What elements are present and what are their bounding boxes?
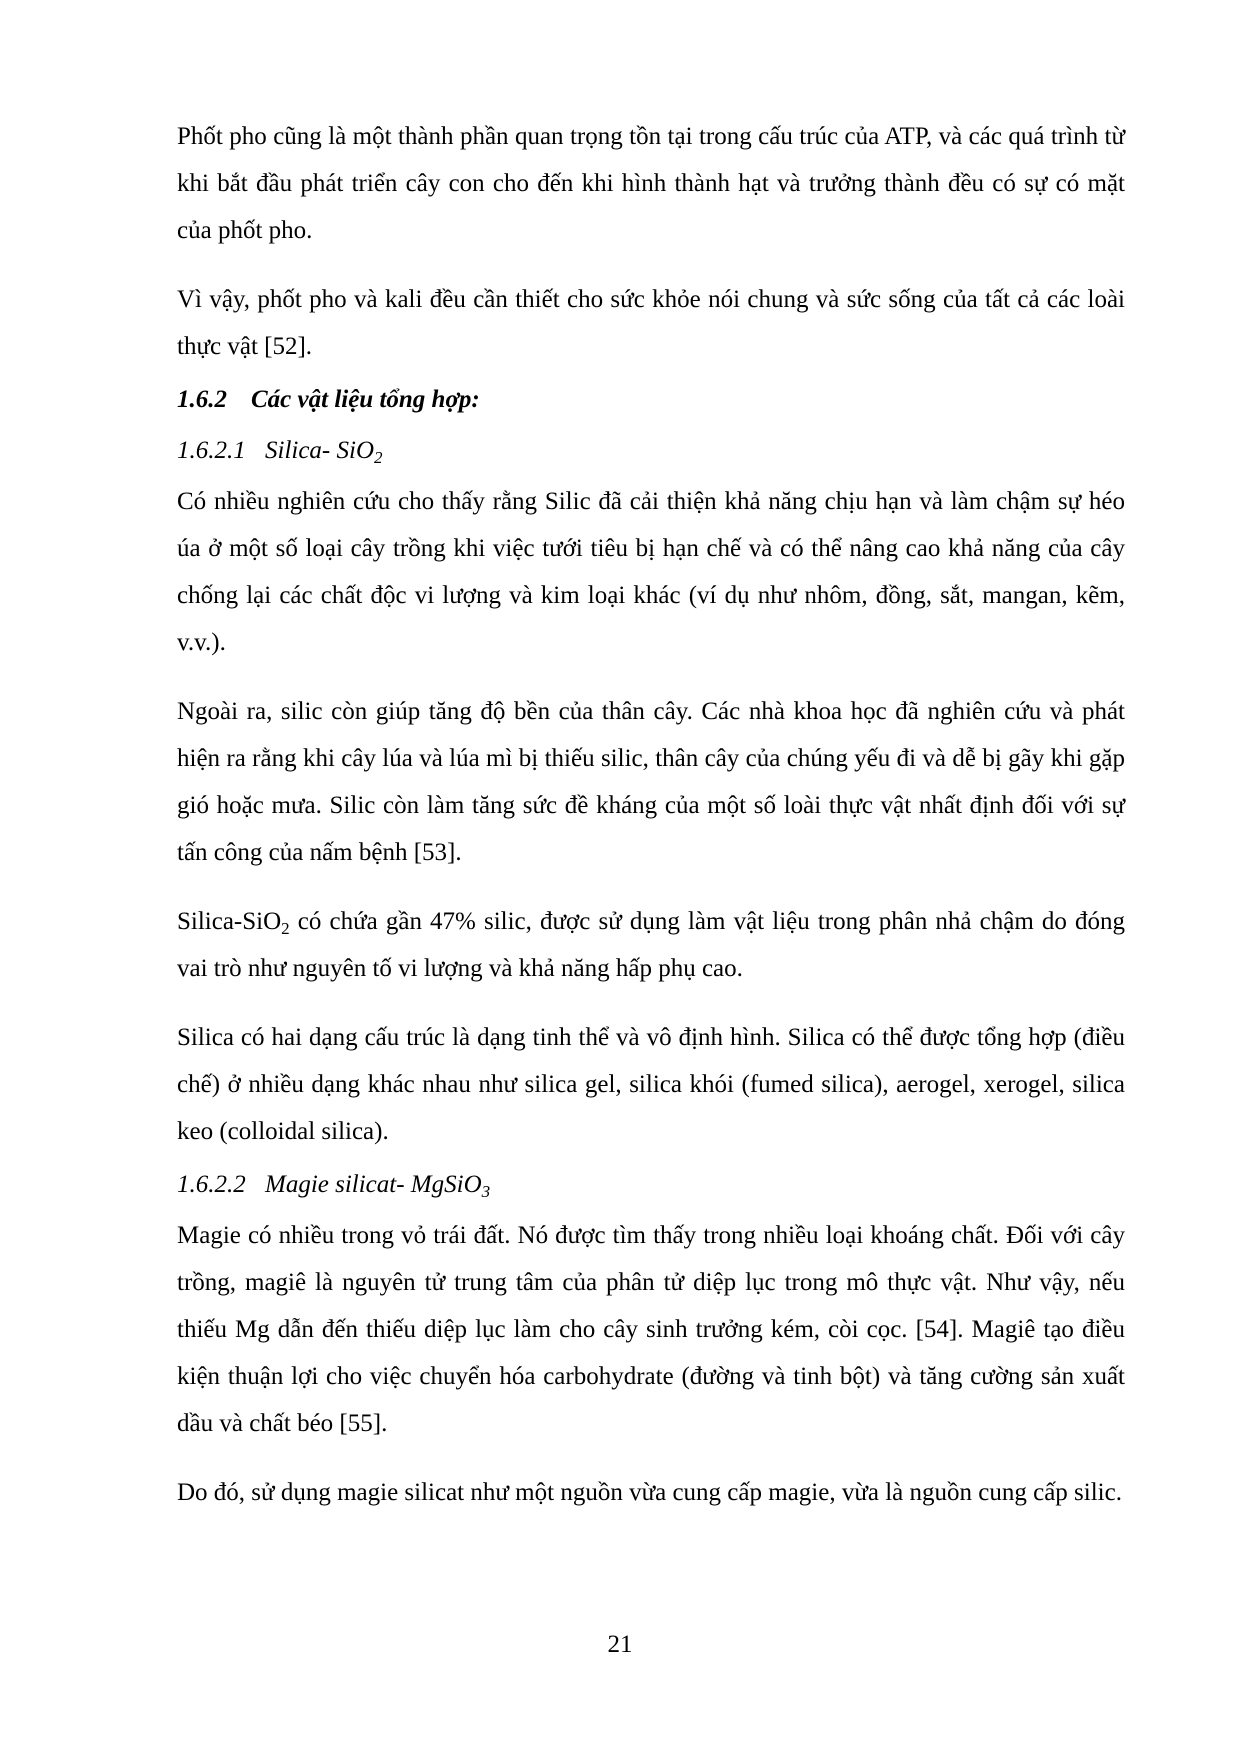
heading-subscript: 3 [481,1182,491,1201]
paragraph-magnesium: Magie có nhiều trong vỏ trái đất. Nó được tìm thấy trong nhiều loại khoáng chất. Đối với cây trồng, magiê là nguyên tử trung tâm của phân tử diệp lục trong mô thực vật. Như vậy, nếu thiếu Mg dẫn đến thiếu diệp lục làm cho cây sinh trưởng kém, còi cọc. [54]. Magiê tạo điều kiện thuận lợi cho việc chuyển hóa carbohydrate (đường và tinh bột) và tăng cường sản xuất dầu và chất béo [55]. [177,1222,1125,1437]
heading-number: 1.6.2.1 [177,437,246,464]
heading-number: 1.6.2 [177,386,227,413]
paragraph-silica-content [177,898,1125,992]
silica-formula-prefix: Silica-SiO [177,908,282,935]
paragraph-magnesium-silicate: Do đó, sử dụng magie silicat như một nguồn vừa cung cấp magie, vừa là nguồn cung cấp silic. [177,1479,1122,1506]
heading-subscript: 2 [374,448,383,467]
paragraph-silic-drought: Có nhiều nghiên cứu cho thấy rằng Silic đã cải thiện khả năng chịu hạn và làm chậm sự héo úa ở một số loại cây trồng khi việc tưới tiêu bị hạn chế và có thể nâng cao khả năng của cây chống lại các chất độc vi lượng và kim loại khác (ví dụ như nhôm, đồng, sắt, mangan, kẽm, v.v.). [177,488,1125,656]
paragraph-silica-structure: Silica có hai dạng cấu trúc là dạng tinh thể và vô định hình. Silica có thể được tổng hợp (điều chế) ở nhiều dạng khác nhau như silica gel, silica khói (fumed silica), aerogel, xerogel, silica keo (colloidal silica). [177,1024,1125,1145]
paragraph-silic-strength: Ngoài ra, silic còn giúp tăng độ bền của thân cây. Các nhà khoa học đã nghiên cứu và phát hiện ra rằng khi cây lúa và lúa mì bị thiếu silic, thân cây của chúng yếu đi và dễ bị gãy khi gặp gió hoặc mưa. Silic còn làm tăng sức đề kháng của một số loài thực vật nhất định đối với sự tấn công của nấm bệnh [53]. [177,698,1125,866]
silica-content-text: có chứa gần 47% silic, được sử dụng làm vật liệu trong phân nhả chậm do đóng vai trò như nguyên tố vi lượng và khả năng hấp phụ cao. [177,908,1125,982]
heading-1-6-2 [177,376,1125,423]
heading-title: Các vật liệu tổng hợp: [251,386,480,413]
heading-1-6-2-2 [177,1161,1125,1208]
silica-formula-subscript: 2 [281,919,290,938]
paragraph-phosphorus-potassium: Vì vậy, phốt pho và kali đều cần thiết cho sức khỏe nói chung và sức sống của tất cả các loài thực vật [52]. [177,286,1125,360]
heading-title: Magie silicat- MgSiO [265,1171,482,1198]
paragraph-phosphorus-atp: Phốt pho cũng là một thành phần quan trọng tồn tại trong cấu trúc của ATP, và các quá trình từ khi bắt đầu phát triển cây con cho đến khi hình thành hạt và trưởng thành đều có sự có mặt của phốt pho. [177,123,1125,244]
heading-number: 1.6.2.2 [177,1171,246,1198]
heading-title: Silica- SiO [265,437,375,464]
page-content [177,113,1125,1538]
heading-1-6-2-1 [177,427,1125,474]
page-number: 21 [607,1631,633,1658]
